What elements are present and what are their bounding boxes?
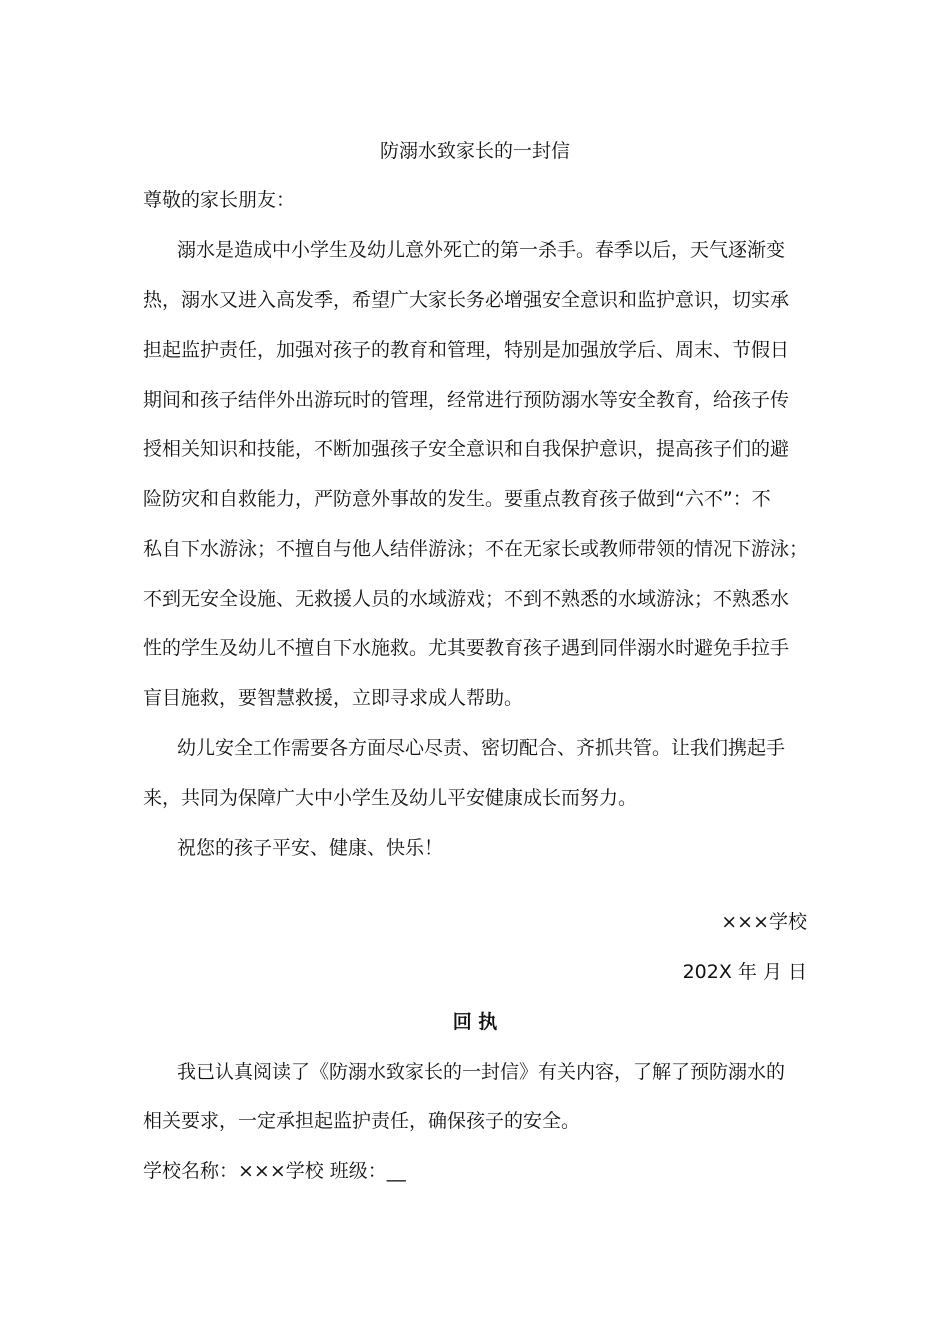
receipt-line: 我已认真阅读了《防溺水致家长的一封信》有关内容，了解了预防溺水的 (177, 1061, 786, 1083)
paragraph2-line: 幼儿安全工作需要各方面尽心尽责、密切配合、齐抓共管。让我们携起手 (177, 737, 786, 759)
paragraph1-line: 期间和孩子结伴外出游玩时的管理，经常进行预防溺水等安全教育，给孩子传 (143, 389, 790, 411)
letter-title: 防溺水致家长的一封信 (379, 140, 570, 162)
salutation: 尊敬的家长朋友： (143, 189, 296, 211)
paragraph1-line: 热，溺水又进入高发季，希望广大家长务必增强安全意识和监护意识，切实承 (143, 289, 790, 311)
paragraph1-line: 私自下水游泳；不擅自与他人结伴游泳；不在无家长或教师带领的情况下游泳； (143, 538, 809, 560)
signature: ×××学校 (721, 911, 807, 933)
school-class-line: 学校名称：×××学校 班级：__ (143, 1160, 406, 1182)
date: 202X 年 月 日 (682, 961, 807, 983)
paragraph1-line: 性的学生及幼儿不擅自下水施救。尤其要教育孩子遇到同伴溺水时避免手拉手 (143, 637, 790, 659)
paragraph1-line: 不到无安全设施、无救援人员的水域游戏；不到不熟悉的水域游泳；不熟悉水 (143, 588, 790, 610)
paragraph1-line: 担起监护责任，加强对孩子的教育和管理，特别是加强放学后、周末、节假日 (143, 339, 790, 361)
receipt-line: 相关要求，一定承担起监护责任，确保孩子的安全。 (143, 1110, 581, 1132)
receipt-title: 回 执 (452, 1011, 498, 1033)
closing: 祝您的孩子平安、健康、快乐！ (177, 837, 444, 859)
paragraph2-line: 来，共同为保障广大中小学生及幼儿平安健康成长而努力。 (143, 787, 638, 809)
paragraph1-line: 授相关知识和技能，不断加强孩子安全意识和自我保护意识，提高孩子们的避 (143, 438, 790, 460)
paragraph1-line: 险防灾和自救能力，严防意外事故的发生。要重点教育孩子做到“六不”：不 (143, 488, 771, 510)
paragraph1-line: 溺水是造成中小学生及幼儿意外死亡的第一杀手。春季以后，天气逐渐变 (177, 239, 786, 261)
paragraph1-line: 盲目施救，要智慧救援，立即寻求成人帮助。 (143, 687, 524, 709)
